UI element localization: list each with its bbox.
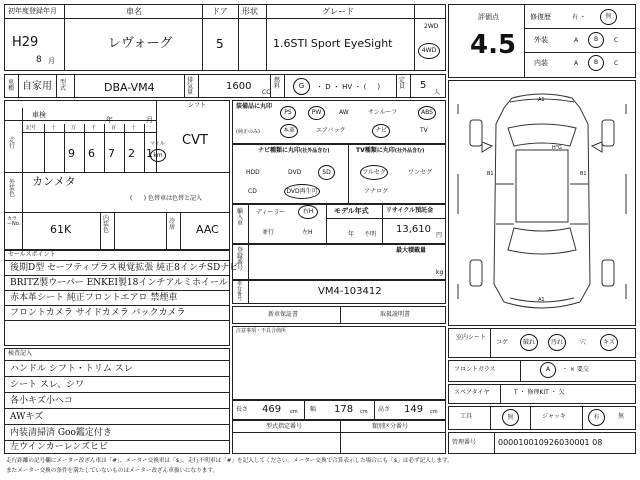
model-year-year: 年: [348, 231, 355, 238]
equip-ps: PS: [280, 106, 296, 120]
ext-grade-a: A: [574, 37, 579, 44]
sales-point-line: 赤本革シート 純正フロントエアロ 禁煙車: [10, 293, 178, 303]
navi-dvd: DVD: [288, 169, 302, 176]
front-glass-label: フロントガラス: [454, 366, 496, 373]
model-year-unknown: 不明: [364, 231, 377, 238]
frame-value: VM4-103412: [318, 286, 382, 297]
int-grade-a: A: [574, 60, 579, 67]
int-grade-b-circle: B: [588, 55, 604, 71]
inspection-year: 年: [106, 116, 113, 124]
month-unit: 月: [48, 57, 55, 65]
inspector-line: 各小キズ小ヘコ: [10, 396, 73, 406]
unit-ten-thousand: 万: [71, 125, 77, 131]
seat-label: 室内シート: [456, 334, 487, 341]
navi-sd: SD: [318, 165, 335, 180]
import-dealer: ディーラー: [256, 209, 286, 216]
drive-2wd: 2WD: [424, 23, 439, 30]
inspector-label: 検査記入: [8, 350, 33, 357]
repair-options: 有 ・: [572, 14, 586, 21]
category-value: 自家用: [22, 81, 52, 92]
exterior-note: ( ) 色替車は色替と記入: [130, 195, 203, 202]
month-value: 8: [36, 55, 42, 65]
capacity-unit: 人: [434, 89, 441, 96]
sales-point-line: 後期D型 セーフティプラス視覚拡張 純正8インチSDナビ: [10, 263, 239, 273]
navi-cd: CD: [248, 188, 257, 195]
capacity-label: 定員: [399, 77, 406, 90]
spare-options: T ・ 修理KIT ・ 欠: [514, 389, 565, 396]
tv-label: TV種類に丸印(社外品含む): [356, 147, 425, 154]
ext-grade-b-circle: B: [588, 32, 604, 48]
sales-point-line: BRITZ製ウーパー ENKEI製18インチアルミホイール: [10, 278, 228, 288]
navi-hdd: HDD: [246, 169, 260, 176]
mile-label: マイル: [150, 141, 165, 147]
color-no-value: 61K: [50, 223, 72, 236]
fuel-options: ・ D ・ HV ・ ( ): [316, 83, 381, 91]
height-value: 149: [404, 404, 424, 415]
inspector-line: AWキズ: [10, 412, 44, 422]
reg-year-label: 初年度登録年月: [8, 7, 57, 15]
unit-symbol: 記号: [26, 125, 37, 131]
navi-dvd-playback: DVD再生可: [284, 184, 320, 199]
tv-oneseg: ワンセグ: [408, 169, 433, 176]
length-label: 長さ: [236, 406, 249, 413]
width-label: 幅: [310, 406, 317, 413]
recycle-label: リサイクル預託金: [386, 207, 434, 214]
import-parallel: 並行: [262, 229, 275, 236]
max-load-unit: kg: [436, 269, 444, 276]
diagram-a1-top: A1: [538, 97, 545, 103]
shift-value: CVT: [182, 133, 208, 148]
seat-tear-circle: 破れ: [520, 334, 538, 351]
seat-burn: コゲ: [496, 339, 509, 346]
type-label: 型式指定番号: [266, 423, 303, 430]
tools-label: 工具: [460, 413, 473, 420]
reg-no-label: 登録番号: [237, 247, 244, 272]
displacement-value: 1600: [226, 81, 252, 92]
cc-unit: CC: [262, 89, 271, 96]
navi-label: ナビ種類に丸印(社外品含む): [258, 147, 330, 154]
exterior-grade-label: 外装: [534, 36, 548, 44]
jack-label: ジャッキ: [542, 413, 566, 420]
model-label: 型式: [60, 79, 67, 92]
unit-thousand: 千: [91, 125, 97, 131]
fuel-g-circle: G: [293, 78, 310, 95]
equip-aw: AW: [339, 109, 349, 116]
footer-note-1: 走行距離の記号欄にメーター改ざん車は「#」、メーター交換車は「$」、走行不明車は「#」を記入してください。メーター交換で合算表示した場合にも「$」は必ず記入します。: [6, 458, 453, 464]
diagram-b1-right: B1: [580, 171, 587, 177]
length-value: 469: [262, 404, 282, 415]
diagram-b1-left: B1: [487, 171, 494, 177]
seat-stain-circle: 汚れ: [548, 334, 566, 351]
height-label: 高さ: [378, 406, 391, 413]
mileage-digit: 6: [88, 147, 95, 160]
length-unit: cm: [290, 409, 298, 415]
inspector-line: 左ウインカーレンズヒビ: [10, 442, 109, 452]
recycle-unit: 円: [436, 232, 443, 239]
inspector-line: ハンドル シフト・トリム スレ: [10, 364, 133, 374]
model-value: DBA-VM4: [104, 81, 155, 94]
width-value: 178: [334, 404, 354, 415]
unit-hundred: 百: [111, 125, 117, 131]
unit-one: 一: [146, 125, 152, 131]
mileage-digit: 1: [146, 147, 153, 160]
door-label: ドア: [212, 7, 228, 16]
docs-box: [232, 306, 446, 324]
equipment-label: 装備品に丸印: [236, 103, 273, 110]
equipment-sublabel: (純正のみ): [236, 129, 260, 135]
car-name-value: レヴォーグ: [108, 36, 173, 51]
jack-none: 無: [618, 413, 625, 420]
exterior-label: 外装色: [9, 179, 16, 198]
ext-grade-c: C: [614, 37, 619, 44]
notes-label: 注意事項・不具合箇所: [236, 328, 287, 334]
new-car-warranty: 新車保証書: [268, 311, 299, 318]
unit-ten: 十: [131, 125, 137, 131]
ac-label: 冷房: [169, 218, 176, 231]
displacement-label: 排気量: [187, 77, 194, 96]
equip-navi: ナビ: [372, 124, 390, 138]
inspector-line: シート スレ、シワ: [10, 380, 85, 390]
type-box: [232, 420, 446, 454]
grade-value: 1.6STI Sport EyeSight: [273, 37, 393, 50]
seat-scratch-circle: キズ: [600, 334, 618, 351]
score-label: 評価点: [478, 13, 499, 21]
car-name-label: 車名: [126, 7, 142, 16]
height-unit: cm: [430, 409, 438, 415]
spare-label: スペアタイヤ: [454, 389, 490, 396]
inspection-month: 月: [146, 116, 153, 124]
jack-yes-circle: 有: [588, 409, 605, 426]
inspection-label: 車検: [32, 111, 46, 119]
sales-point-line: フロントカメラ サイドカメラ バックカメラ: [10, 308, 186, 318]
notes-box: [232, 326, 446, 400]
equip-tv: TV: [420, 127, 428, 134]
tools-none-circle: 無: [502, 409, 519, 426]
mileage-digit: 7: [108, 147, 115, 160]
recycle-amount: 13,610: [396, 224, 431, 235]
frame-label: 車台番号: [237, 281, 243, 302]
shift-label: シフト: [188, 102, 207, 109]
category-label: 車種: [8, 79, 15, 92]
diagram-a1-bottom: A1: [538, 297, 545, 303]
footer-note-2: またメーター交換の条件を満たしていないものはメーター改ざん車扱いになります。: [6, 468, 219, 474]
equip-airbag: エアバック: [316, 127, 346, 134]
car-diagram-icon: [452, 84, 632, 322]
front-glass-rest: ・ × 要交: [562, 366, 589, 373]
control-value: 000010010926030001 08: [498, 438, 603, 447]
class-label: 類別区分番号: [372, 423, 409, 430]
unit-ten-thousand-tens: 十: [51, 125, 57, 131]
control-label: 管理番号: [452, 439, 477, 446]
import-label: 輸入車: [237, 208, 244, 227]
equip-pw: PW: [308, 106, 325, 120]
year-value: H29: [12, 35, 39, 50]
inspector-line: 内装清掃済 Goo鑑定付き: [10, 428, 112, 438]
tv-fullseg: フルセグ: [360, 165, 388, 180]
width-unit: cm: [360, 409, 368, 415]
front-glass-a-circle: A: [540, 362, 556, 378]
ac-value: AAC: [196, 223, 219, 236]
sales-points-label: セールスポイント: [8, 251, 56, 258]
score-value: 4.5: [470, 30, 517, 60]
km-circle: km: [150, 149, 166, 162]
drive-4wd: 4WD: [418, 43, 440, 59]
equip-abs: ABS: [418, 106, 436, 120]
seat-hole: 穴: [580, 339, 587, 346]
interior-color-label: 内装色: [103, 215, 110, 234]
model-year-label: モデル年式: [334, 207, 369, 215]
max-load-label: 最大積載量: [396, 247, 427, 254]
mileage-digit: 9: [68, 147, 75, 160]
equip-sunroof: サンルーフ: [368, 109, 398, 116]
int-grade-c: C: [614, 60, 619, 67]
owners-manual: 取扱説明書: [380, 311, 411, 318]
diagram-hg: H"G: [552, 145, 562, 151]
mileage-digit: 2: [128, 147, 135, 160]
tv-analog: アナログ: [364, 188, 389, 195]
shape-label: 形状: [242, 7, 258, 16]
interior-grade-label: 内装: [534, 59, 548, 67]
equip-leather: 本革: [280, 124, 298, 138]
repair-none-circle: 無: [600, 9, 617, 25]
fuel-label: 燃料: [274, 77, 281, 90]
steer-right: 右H: [298, 205, 318, 219]
color-no-label: カラーNo.: [7, 216, 21, 227]
repair-label: 修復歴: [530, 13, 551, 21]
capacity-value: 5: [420, 80, 427, 91]
doors-value: 5: [216, 37, 224, 51]
grade-label: グレード: [322, 7, 354, 16]
mileage-label: 走行: [9, 137, 16, 150]
exterior-value: カンメタ: [32, 175, 76, 188]
steer-left: 左H: [302, 229, 313, 236]
